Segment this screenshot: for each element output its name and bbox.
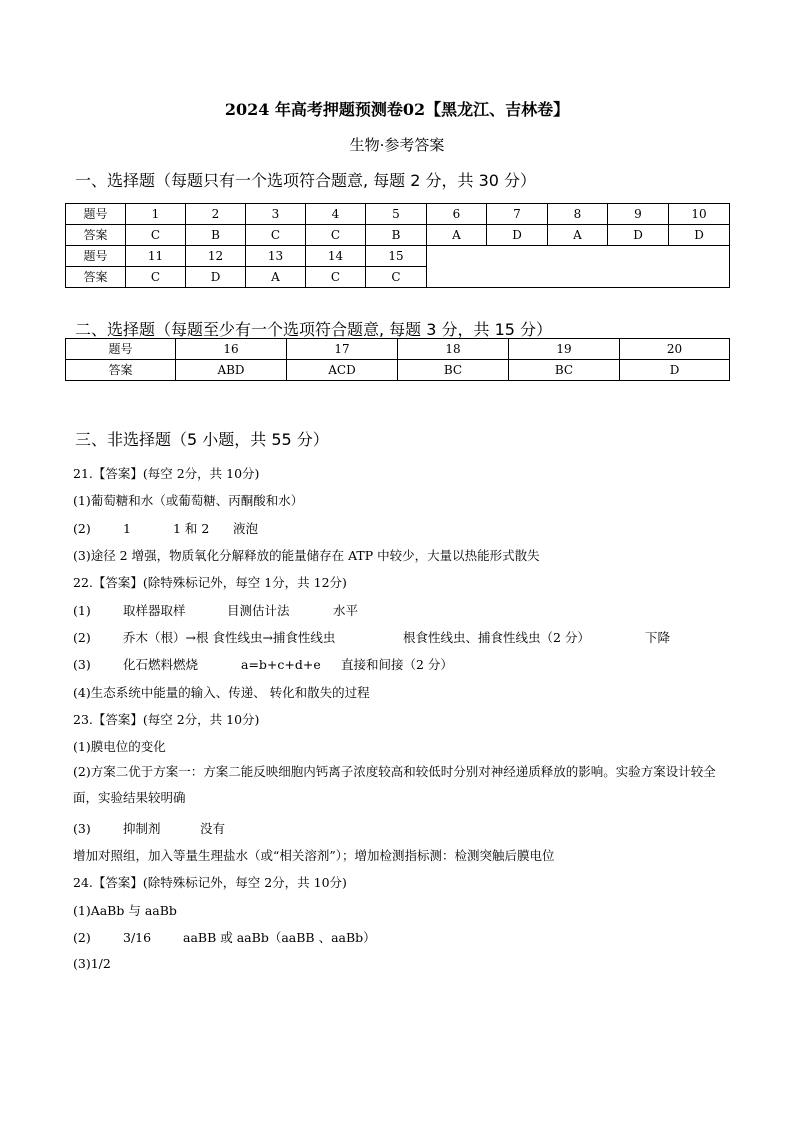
answer-cell: C — [306, 267, 366, 288]
answer-cell: D — [608, 225, 669, 246]
q22-line-1 — [73, 601, 358, 619]
item-number: (2) — [73, 521, 91, 536]
item-number: (2) — [73, 630, 91, 645]
q24-line-1: (1)AaBb 与 aaBb — [73, 903, 177, 918]
row-label: 答案 — [66, 360, 176, 381]
q23-line-1: (1)膜电位的变化 — [73, 739, 166, 754]
q23-line-2: (2)方案二优于方案一：方案二能反映细胞内钙离子浓度较高和较低时分别对神经递质释放的影响。实验方案设计较全面，实验结果较明确 — [73, 764, 716, 805]
q21-header: 21.【答案】(每空 2分，共 10分) — [73, 466, 260, 481]
answer-text: 目测估计法 — [227, 603, 290, 618]
answer-cell: D — [186, 267, 246, 288]
answer-text: 没有 — [200, 821, 226, 836]
answer-cell: C — [246, 225, 306, 246]
answer-text: 液泡 — [233, 521, 259, 536]
question-number: 12 — [186, 246, 246, 267]
q22-line-4: (4)生态系统中能量的输入、传递、 转化和散失的过程 — [73, 685, 370, 700]
row-label: 题号 — [66, 204, 126, 225]
q22-line-3 — [73, 655, 453, 673]
section1-answer-table — [65, 203, 730, 288]
page-title: 2024 年高考押题预测卷02【黑龙江、吉林卷】 — [224, 100, 570, 119]
answer-cell: D — [669, 225, 730, 246]
q24-header: 24.【答案】(除特殊标记外，每空 2分，共 10分) — [73, 875, 347, 890]
answer-cell: ACD — [287, 360, 398, 381]
table-row — [66, 204, 730, 225]
answer-cell: BC — [398, 360, 509, 381]
question-number: 13 — [246, 246, 306, 267]
answer-cell: C — [366, 267, 427, 288]
table-row — [66, 225, 730, 246]
row-label: 题号 — [66, 246, 126, 267]
section2-heading: 二、选择题（每题至少有一个选项符合题意, 每题 3 分，共 15 分） — [75, 320, 553, 339]
q22-header: 22.【答案】(除特殊标记外，每空 1分，共 12分) — [73, 575, 347, 590]
table-row — [66, 360, 730, 381]
answer-text: 1 和 2 — [173, 521, 210, 536]
q23-line-4: 增加对照组，加入等量生理盐水（或“相关溶剂”）；增加检测指标测：检测突触后膜电位 — [73, 848, 555, 863]
page-subtitle: 生物·参考答案 — [349, 136, 445, 154]
section1-heading: 一、选择题（每题只有一个选项符合题意, 每题 2 分，共 30 分） — [75, 171, 537, 190]
question-number: 6 — [427, 204, 487, 225]
answer-cell: B — [186, 225, 246, 246]
question-number: 11 — [126, 246, 186, 267]
answer-cell: C — [126, 225, 186, 246]
row-label: 题号 — [66, 339, 176, 360]
q21-line-2 — [73, 519, 258, 537]
section3-heading: 三、非选择题（5 小题，共 55 分） — [75, 430, 329, 449]
question-number: 18 — [398, 339, 509, 360]
answer-cell: A — [246, 267, 306, 288]
q24-line-3: (3)1/2 — [73, 956, 111, 971]
answer-cell: BC — [509, 360, 620, 381]
answer-text: 下降 — [645, 630, 671, 645]
answer-text: a=b+c+d+e — [241, 657, 321, 672]
item-number: (3) — [73, 657, 91, 672]
answer-text: 1 — [123, 521, 131, 536]
question-number: 15 — [366, 246, 427, 267]
answer-text: 直接和间接（2 分） — [341, 657, 453, 672]
answer-cell: C — [126, 267, 186, 288]
answer-cell: A — [548, 225, 608, 246]
question-number: 19 — [509, 339, 620, 360]
row-label: 答案 — [66, 267, 126, 288]
question-number: 16 — [176, 339, 287, 360]
question-number: 14 — [306, 246, 366, 267]
row-label: 答案 — [66, 225, 126, 246]
question-number: 4 — [306, 204, 366, 225]
table-row — [66, 339, 730, 360]
table-row — [66, 246, 730, 267]
answer-text: 抑制剂 — [123, 821, 161, 836]
q23-header: 23.【答案】(每空 2分，共 10分) — [73, 712, 260, 727]
question-number: 1 — [126, 204, 186, 225]
question-number: 8 — [548, 204, 608, 225]
q21-line-1: (1)葡萄糖和水（或葡萄糖、丙酮酸和水） — [73, 493, 304, 508]
item-number: (2) — [73, 930, 91, 945]
question-number: 7 — [487, 204, 548, 225]
answer-text: 取样器取样 — [123, 603, 186, 618]
q24-line-2 — [73, 928, 376, 946]
q23-line-3 — [73, 819, 225, 837]
answer-text: aaBB 或 aaBb（aaBB 、aaBb） — [183, 930, 376, 945]
answer-text: 3/16 — [123, 930, 152, 945]
empty-cell — [427, 246, 730, 288]
question-number: 17 — [287, 339, 398, 360]
answer-text: 根食性线虫、捕食性线虫（2 分） — [403, 630, 590, 645]
answer-cell: A — [427, 225, 487, 246]
answer-text: 乔木（根）→根 食性线虫→捕食性线虫 — [123, 630, 336, 645]
question-number: 3 — [246, 204, 306, 225]
question-number: 2 — [186, 204, 246, 225]
answer-cell: B — [366, 225, 427, 246]
answer-cell: C — [306, 225, 366, 246]
q22-line-2 — [73, 628, 670, 646]
q21-line-3: (3)途径 2 增强，物质氧化分解释放的能量储存在 ATP 中较少，大量以热能形式散失 — [73, 548, 540, 563]
answer-cell: D — [487, 225, 548, 246]
question-number: 5 — [366, 204, 427, 225]
question-number: 20 — [620, 339, 730, 360]
answer-cell: D — [620, 360, 730, 381]
question-number: 9 — [608, 204, 669, 225]
answer-text: 水平 — [333, 603, 359, 618]
item-number: (1) — [73, 603, 91, 618]
item-number: (3) — [73, 821, 91, 836]
answer-text: 化石燃料燃烧 — [123, 657, 199, 672]
answer-cell: ABD — [176, 360, 287, 381]
question-number: 10 — [669, 204, 730, 225]
section2-answer-table — [65, 338, 730, 381]
